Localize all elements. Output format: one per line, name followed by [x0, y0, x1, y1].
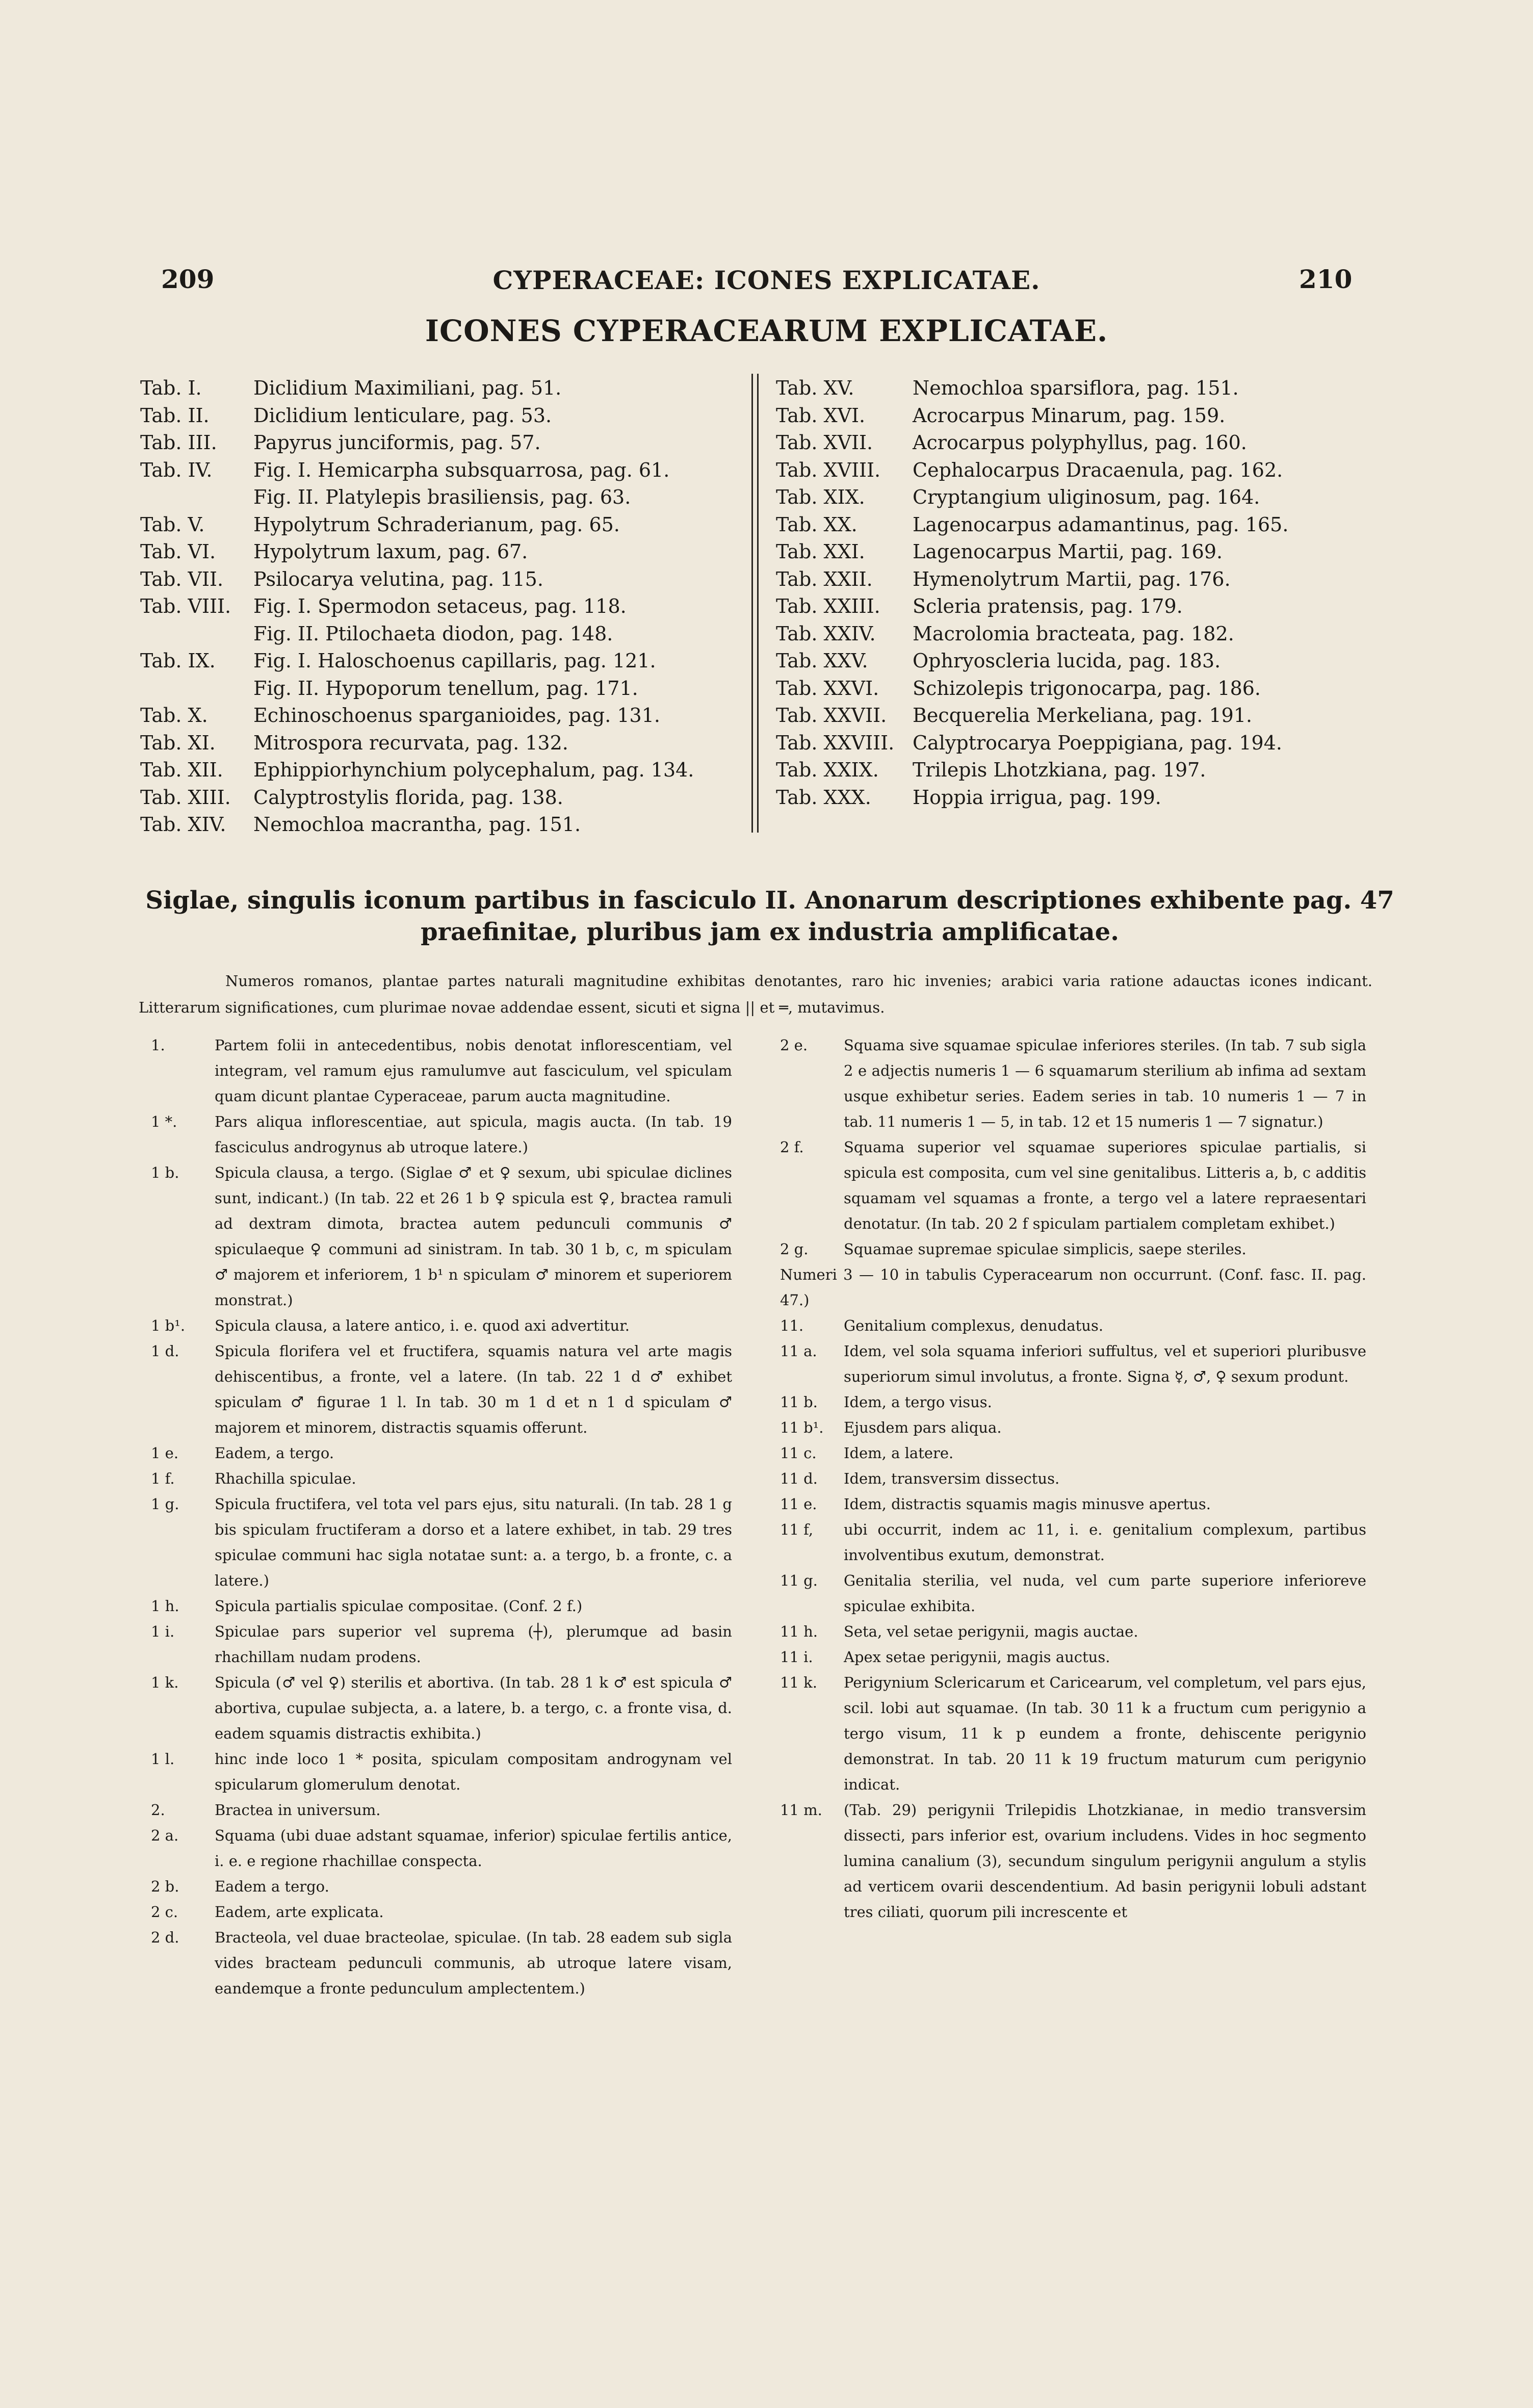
intro-paragraph: Numeros romanos, plantae partes naturali magnitudine exhibitas denotantes, raro hic invenies; arabici varia ratione adauctas icones indicant. Litterarum significationes, cum plurimae novae addendae essent, sicuti et signa || et ═, mutavimus. — [139, 972, 1372, 1016]
sigla-entry — [780, 1338, 1366, 1389]
plate-number: Tab. XXX. — [776, 786, 871, 809]
plate-description: Diclidium Maximiliani, pag. 51. — [253, 377, 562, 399]
sigla-definition: Pars aliqua inflorescentiae, aut spicula, magis aucta. (In tab. 19 fasciculus androgynus ab utroque latere.) — [215, 1113, 732, 1156]
plate-description: Trilepis Lhotzkiana, pag. 197. — [913, 759, 1206, 781]
sigla-entry — [151, 1109, 732, 1160]
sigla-entry — [780, 1644, 1366, 1670]
plate-description: Schizolepis trigonocarpa, pag. 186. — [913, 677, 1261, 700]
plate-row — [140, 428, 726, 457]
sigla-definition: Spicula florifera vel et fructifera, squamis natura vel arte magis dehiscentibus, a fronte, vel a latere. (In tab. 22 1 d ♂ exhibet spiculam ♂ figurae 1 l. In tab. 30 m 1 d et n 1 d spiculam ♂ majorem et minorem, distractis squamis offerunt. — [215, 1342, 732, 1436]
plate-number: Tab. XXV. — [776, 650, 868, 672]
sigla-key: 11 e. — [780, 1495, 817, 1513]
sigla-definition: ubi occurrit, indem ac 11, i. e. genitalium complexum, partibus involventibus exutum, demonstrat. — [844, 1521, 1366, 1564]
sigla-entry — [780, 1134, 1366, 1236]
plate-description: Fig. II. Hypoporum tenellum, pag. 171. — [253, 677, 638, 700]
sigla-entry — [151, 1670, 732, 1746]
sigla-entry — [151, 1874, 732, 1899]
sigla-entry — [780, 1466, 1366, 1491]
plate-row — [140, 756, 726, 784]
plate-description: Hymenolytrum Martii, pag. 176. — [913, 567, 1231, 590]
plate-description: Fig. I. Haloschoenus capillaris, pag. 121. — [253, 650, 656, 672]
sigla-definition: Ejusdem pars aliqua. — [844, 1419, 1002, 1436]
plate-number: Tab. IV. — [140, 458, 213, 481]
plate-number: Tab. VII. — [140, 567, 224, 590]
sigla-definition: Genitalium complexus, denudatus. — [844, 1317, 1104, 1334]
plate-description: Ephippiorhynchium polycephalum, pag. 134. — [253, 759, 694, 781]
sigla-definition: Spicula clausa, a latere antico, i. e. quod axi advertitur. — [215, 1317, 630, 1334]
plate-row — [776, 701, 1388, 730]
plate-description: Mitrospora recurvata, pag. 132. — [253, 731, 568, 754]
sigla-definition: Squama superior vel squamae superiores spiculae partialis, si spicula est composita, cum vel sine genitalibus. Litteris a, b, c additis squamam vel squamas a fronte, a tergo vel a latere repraesentari denotatur. (In tab. 20 2 f spiculam partialem completam exhibet.) — [844, 1138, 1366, 1232]
plate-description: Cephalocarpus Dracaenula, pag. 162. — [913, 458, 1283, 481]
plate-number: Tab. XXIV. — [776, 622, 876, 645]
sigla-entry — [780, 1236, 1366, 1262]
sigla-definition: Idem, vel sola squama inferiori suffultus, vel et superiori pluribusve superiorum simul involutus, a fronte. Signa ☿, ♂, ♀ sexum produnt. — [844, 1342, 1366, 1385]
sigla-definition: Genitalia sterilia, vel nuda, vel cum parte superiore inferioreve spiculae exhibita. — [844, 1572, 1366, 1615]
plate-number: Tab. XX. — [776, 513, 858, 536]
sigla-entry — [780, 1670, 1366, 1797]
plate-description: Nemochloa sparsiflora, pag. 151. — [913, 377, 1239, 399]
plate-row — [140, 592, 726, 620]
plate-number: Tab. V. — [140, 513, 205, 536]
plate-description: Calyptrostylis florida, pag. 138. — [253, 786, 563, 809]
sigla-definition: (Tab. 29) perigynii Trilepidis Lhotzkianae, in medio transversim dissecti, pars inferior est, ovarium includens. Vides in hoc segmento lumina canalium (3), secundum singulum perigynii angulum a stylis ad verticem ovarii descendentium. Ad basin perigynii lobuli adstant tres ciliati, quorum pili increscente et — [844, 1801, 1366, 1921]
sigla-entry — [780, 1313, 1366, 1338]
sigla-entry — [151, 1925, 732, 2001]
sigla-definition: Rhachilla spiculae. — [215, 1470, 356, 1487]
plate-description: Hoppia irrigua, pag. 199. — [913, 786, 1161, 809]
plate-row — [776, 483, 1388, 511]
plate-row — [776, 374, 1388, 402]
sigla-definition: Numeri 3 — 10 in tabulis Cyperacearum non occurrunt. (Conf. fasc. II. pag. 47.) — [780, 1266, 1366, 1309]
plate-number: Tab. XXVI. — [776, 677, 879, 700]
sigla-entry — [780, 1797, 1366, 1925]
sigla-definition: Idem, a tergo visus. — [844, 1393, 992, 1411]
sigla-entry — [151, 1823, 732, 1874]
sigla-key: 1. — [151, 1037, 165, 1054]
sigla-key: 1 d. — [151, 1342, 179, 1360]
plate-number: Tab. VIII. — [140, 595, 231, 617]
sigla-key: 2 a. — [151, 1827, 179, 1844]
plate-row — [776, 783, 1388, 812]
plate-number: Tab. VI. — [140, 540, 216, 563]
plate-row — [776, 646, 1388, 675]
sigla-key: 2 b. — [151, 1878, 179, 1895]
sigla-definition: Spicula clausa, a tergo. (Siglae ♂ et ♀ sexum, ubi spiculae diclines sunt, indicant.) (In tab. 22 et 26 1 b ♀ spicula est ♀, bractea ramuli ad dextram dimota, bractea autem pedunculi communis ♂ spiculaeque ♀ communi ad sinistram. In tab. 30 1 b, c, m spiculam ♂ majorem et inferiorem, 1 b¹ n spiculam ♂ minorem et superiorem monstrat.) — [215, 1164, 732, 1309]
plate-row — [776, 401, 1388, 430]
plate-number: Tab. IX. — [140, 650, 216, 672]
sigla-key: 11 f, — [780, 1521, 814, 1538]
sigla-entry — [151, 1160, 732, 1313]
sigla-definition: Idem, a latere. — [844, 1444, 954, 1462]
plate-description: Lagenocarpus adamantinus, pag. 165. — [913, 513, 1289, 536]
sigla-key: 1 f. — [151, 1470, 175, 1487]
sigla-definition: Squama sive squamae spiculae inferiores steriles. (In tab. 7 sub sigla 2 e adjectis numeris 1 — 6 squamarum sterilium ab infima ad sextam usque exhibetur series. Eadem series in tab. 10 numeris 1 — 7 in tab. 11 numeris 1 — 5, in tab. 12 et 15 numeris 1 — 7 signatur.) — [844, 1037, 1366, 1130]
plate-number: Tab. XV. — [776, 377, 854, 399]
plate-number: Tab. II. — [140, 404, 210, 427]
plate-number: Tab. XVI. — [776, 404, 866, 427]
sigla-key: 1 h. — [151, 1597, 179, 1615]
sigla-definition: Seta, vel setae perigynii, magis auctae. — [844, 1623, 1138, 1640]
sigla-key: 11 d. — [780, 1470, 818, 1487]
sigla-definition: Spicula partialis spiculae compositae. (Conf. 2 f.) — [215, 1597, 583, 1615]
plate-row — [140, 537, 726, 566]
plate-description: Fig. II. Platylepis brasiliensis, pag. 63. — [253, 486, 631, 508]
plate-number: Tab. XIV. — [140, 813, 226, 836]
sigla-definition: Spicula (♂ vel ♀) sterilis et abortiva. (In tab. 28 1 k ♂ est spicula ♂ abortiva, cupulae subjecta, a. a latere, b. a tergo, c. a fronte visa, d. eadem squamis distractis exhibita.) — [215, 1674, 732, 1742]
plate-description: Cryptangium uliginosum, pag. 164. — [913, 486, 1260, 508]
plate-number: Tab. XI. — [140, 731, 216, 754]
plate-number: Tab. XVIII. — [776, 458, 881, 481]
plate-description: Diclidium lenticulare, pag. 53. — [253, 404, 552, 427]
sigla-key: 1 i. — [151, 1623, 175, 1640]
plate-row — [776, 565, 1388, 593]
plate-number: Tab. XVII. — [776, 431, 873, 454]
plate-description: Lagenocarpus Martii, pag. 169. — [913, 540, 1223, 563]
plate-row — [776, 510, 1388, 539]
plate-description: Ophryoscleria lucida, pag. 183. — [913, 650, 1221, 672]
sigla-definition: Perigynium Sclericarum et Caricearum, vel completum, vel pars ejus, scil. lobi aut squamae. (In tab. 30 11 k a fructum cum perigynio a tergo visum, 11 k p eundem a fronte, dehiscente perigynio demonstrat. In tab. 20 11 k 19 fructum maturum cum perigynio indicat. — [844, 1674, 1366, 1793]
sigla-key: 1 g. — [151, 1495, 179, 1513]
sigla-definition: Spiculae pars superior vel suprema (┼), plerumque ad basin rhachillam nudam prodens. — [215, 1623, 732, 1666]
sigla-entry — [151, 1746, 732, 1797]
plate-number: Tab. XII. — [140, 759, 223, 781]
plate-row — [140, 510, 726, 539]
sigla-key: 11 h. — [780, 1623, 818, 1640]
sigla-entry — [780, 1568, 1366, 1619]
sigla-entry — [151, 1593, 732, 1619]
sigla-key: 1 k. — [151, 1674, 179, 1691]
sigla-definition: Spicula fructifera, vel tota vel pars ejus, situ naturali. (In tab. 28 1 g bis spiculam fructiferam a dorso et a latere exhibet, in tab. 29 tres spiculae communi hac sigla notatae sunt: a. a tergo, b. a fronte, c. a latere.) — [215, 1495, 732, 1589]
sigla-definition: Idem, transversim dissectus. — [844, 1470, 1060, 1487]
sigla-entry — [151, 1313, 732, 1338]
sigla-key: 2 g. — [780, 1240, 809, 1258]
sigla-key: 2 f. — [780, 1138, 804, 1156]
plate-row — [776, 756, 1388, 784]
column-divider — [751, 374, 759, 833]
sigla-entry — [780, 1262, 1366, 1313]
sigla-key: 11 k. — [780, 1674, 817, 1691]
sigla-key: 2 e. — [780, 1037, 808, 1054]
page-number-left: 209 — [161, 264, 215, 294]
page-number-right: 210 — [1299, 264, 1353, 294]
sigla-entry — [780, 1032, 1366, 1134]
sigla-key: 11 c. — [780, 1444, 817, 1462]
sigla-key: 2 d. — [151, 1929, 179, 1946]
plate-row — [140, 783, 726, 812]
plate-description: Hypolytrum Schraderianum, pag. 65. — [253, 513, 620, 536]
sigla-entry — [780, 1619, 1366, 1644]
plate-row — [776, 456, 1388, 484]
sigla-definition: Eadem, arte explicata. — [215, 1903, 384, 1921]
plate-row — [140, 810, 726, 839]
sigla-definition: Partem folii in antecedentibus, nobis denotat inflorescentiam, vel integram, vel ramum ejus ramulumve aut fasciculum, vel spiculam quam dicunt plantae Cyperaceae, parum aucta magnitudine. — [215, 1037, 732, 1105]
plate-number: Tab. XIX. — [776, 486, 865, 508]
sigla-entry — [780, 1491, 1366, 1517]
sigla-definition: Idem, distractis squamis magis minusve apertus. — [844, 1495, 1211, 1513]
plate-number: Tab. I. — [140, 377, 202, 399]
sigla-definition: Eadem, a tergo. — [215, 1444, 334, 1462]
plate-row — [140, 374, 726, 402]
sigla-key: 11 g. — [780, 1572, 818, 1589]
sigla-entry — [780, 1389, 1366, 1415]
sigla-entry — [780, 1517, 1366, 1568]
sigla-key: 11 b¹. — [780, 1419, 824, 1436]
sigla-entry — [151, 1899, 732, 1925]
sigla-key: 11 b. — [780, 1393, 818, 1411]
sigla-key: 11. — [780, 1317, 804, 1334]
plate-row — [776, 537, 1388, 566]
sigla-key: 11 i. — [780, 1648, 813, 1666]
sigla-definition: Bracteola, vel duae bracteolae, spiculae. (In tab. 28 eadem sub sigla vides bracteam pedunculi communis, ab utroque latere visam, eandemque a fronte pedunculum amplectentem.) — [215, 1929, 732, 1997]
plate-row — [140, 646, 726, 675]
plate-row — [776, 592, 1388, 620]
sigla-key: 2 c. — [151, 1903, 178, 1921]
plate-description: Acrocarpus Minarum, pag. 159. — [913, 404, 1226, 427]
plate-description: Calyptrocarya Poeppigiana, pag. 194. — [913, 731, 1282, 754]
plate-number: Tab. X. — [140, 704, 208, 727]
plate-row — [776, 428, 1388, 457]
plate-row — [140, 674, 726, 703]
plate-description: Becquerelia Merkeliana, pag. 191. — [913, 704, 1253, 727]
plate-row — [140, 701, 726, 730]
plate-number: Tab. XXI. — [776, 540, 865, 563]
sigla-entry — [780, 1415, 1366, 1440]
plate-number: Tab. XXIX. — [776, 759, 879, 781]
plate-number: Tab. XXVIII. — [776, 731, 895, 754]
plate-description: Papyrus junciformis, pag. 57. — [253, 431, 541, 454]
plate-row — [776, 674, 1388, 703]
plate-description: Nemochloa macrantha, pag. 151. — [253, 813, 581, 836]
sigla-entry — [151, 1032, 732, 1109]
plate-row — [140, 565, 726, 593]
plate-number: Tab. XIII. — [140, 786, 231, 809]
sigla-key: 1 l. — [151, 1750, 175, 1768]
page-title: ICONES CYPERACEARUM EXPLICATAE. — [425, 314, 1108, 348]
sigla-key: 1 b. — [151, 1164, 179, 1181]
sigla-definition: Apex setae perigynii, magis auctus. — [844, 1648, 1110, 1666]
plate-description: Fig. I. Spermodon setaceus, pag. 118. — [253, 595, 627, 617]
plate-description: Macrolomia bracteata, pag. 182. — [913, 622, 1234, 645]
plate-description: Fig. II. Ptilochaeta diodon, pag. 148. — [253, 622, 613, 645]
sigla-entry — [151, 1338, 732, 1440]
plate-row — [140, 619, 726, 648]
sigla-definition: Bractea in universum. — [215, 1801, 381, 1819]
sigla-definition: Squama (ubi duae adstant squamae, inferior) spiculae fertilis antice, i. e. e regione rhachillae conspecta. — [215, 1827, 732, 1870]
plate-row — [776, 729, 1388, 757]
plate-description: Psilocarya velutina, pag. 115. — [253, 567, 543, 590]
plate-description: Hypolytrum laxum, pag. 67. — [253, 540, 528, 563]
sigla-key: 1 e. — [151, 1444, 179, 1462]
sigla-definition: Eadem a tergo. — [215, 1878, 329, 1895]
sigla-definition: hinc inde loco 1 * posita, spiculam compositam androgynam vel spicularum glomerulum denotat. — [215, 1750, 732, 1793]
sigla-entry — [151, 1619, 732, 1670]
sigla-definition: Squamae supremae spiculae simplicis, saepe steriles. — [844, 1240, 1246, 1258]
sigla-key: 11 a. — [780, 1342, 817, 1360]
sigla-entry — [151, 1491, 732, 1593]
plate-row — [140, 483, 726, 511]
plate-number: Tab. XXVII. — [776, 704, 887, 727]
sigla-key: 11 m. — [780, 1801, 822, 1819]
sigla-key: 1 b¹. — [151, 1317, 186, 1334]
plate-description: Scleria pratensis, pag. 179. — [913, 595, 1183, 617]
plate-number: Tab. XXIII. — [776, 595, 880, 617]
sigla-key: 1 *. — [151, 1113, 177, 1130]
sigla-entry — [780, 1440, 1366, 1466]
plate-number: Tab. III. — [140, 431, 217, 454]
sigla-column-left — [151, 1032, 732, 2001]
plate-row — [776, 619, 1388, 648]
running-header-title: CYPERACEAE: ICONES EXPLICATAE. — [492, 265, 1041, 295]
plate-number: Tab. XXII. — [776, 567, 873, 590]
sigla-column-right — [780, 1032, 1366, 1925]
sigla-entry — [151, 1440, 732, 1466]
sigla-entry — [151, 1466, 732, 1491]
plate-row — [140, 456, 726, 484]
sigla-heading: Siglae, singulis iconum partibus in fasciculo II. Anonarum descriptiones exhibente pag. 47 praefinitae, pluribus jam ex industria amplificatae. — [145, 886, 1394, 946]
plate-description: Echinoschoenus sparganioides, pag. 131. — [253, 704, 660, 727]
sigla-entry — [151, 1797, 732, 1823]
plate-description: Acrocarpus polyphyllus, pag. 160. — [913, 431, 1247, 454]
plate-row — [140, 729, 726, 757]
sigla-key: 2. — [151, 1801, 165, 1819]
plate-row — [140, 401, 726, 430]
plate-description: Fig. I. Hemicarpha subsquarrosa, pag. 61. — [253, 458, 670, 481]
